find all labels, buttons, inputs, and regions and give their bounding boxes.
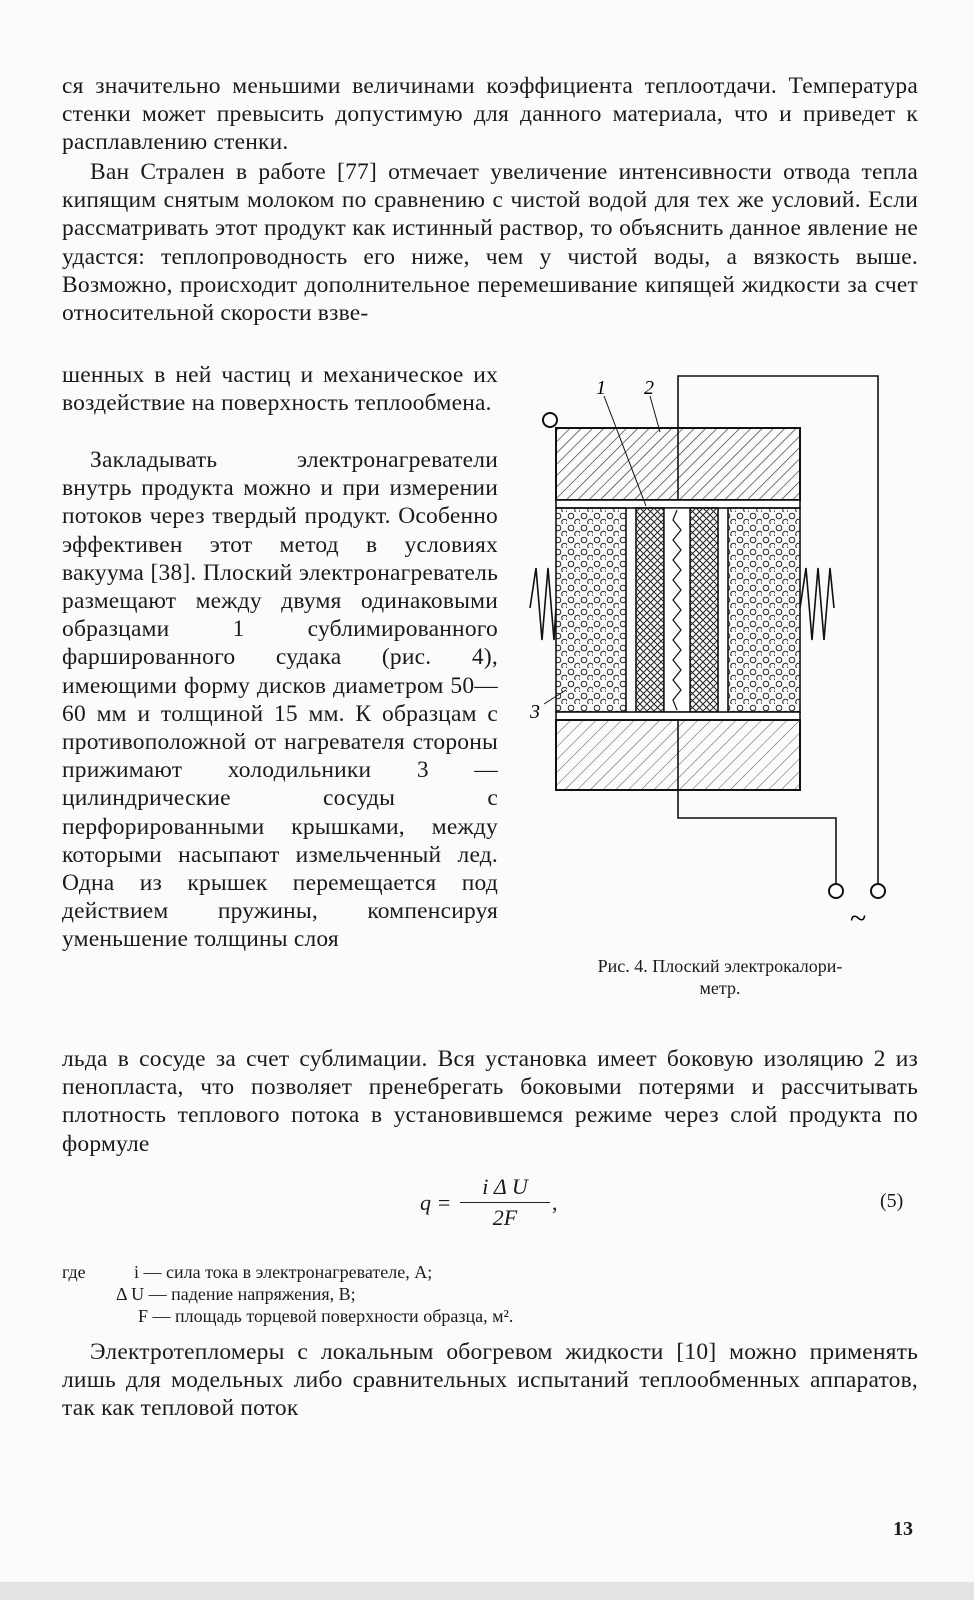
wire-lower (678, 790, 836, 883)
right-cooler (690, 508, 718, 712)
paragraph-2-continuation: шенных в ней частиц и механическое их воздействие на поверхность теплообмена. (62, 362, 498, 417)
label-3: 3 (530, 701, 540, 723)
figure-caption (520, 955, 920, 999)
formula-denominator: 2F (492, 1205, 518, 1230)
paragraph-2: Ван Стрален в работе [77] отмечает увеличение интенсивности отвода тепла кипящим снятым молоком по сравнению с чистой водой для тех же условий. Если рассматривать этот продукт как истинный раствор, то объяснить данное явление не удастся: теплопроводность его ниже, чем у чистой воды, а вязкость выше. Возможно, происходит дополнительное перемешивание кипящей жидкости за счет относительной скорости взве- (62, 159, 918, 327)
formula-comma: , (552, 1190, 558, 1215)
equation-number: (5) (880, 1190, 904, 1212)
where-line-3: F — площадь торцевой поверхности образца, м². (138, 1306, 514, 1326)
page-number: 13 (893, 1518, 913, 1540)
label-1: 1 (596, 377, 606, 399)
leader-2 (650, 396, 660, 432)
terminal-left (829, 884, 843, 898)
label-2: 2 (644, 377, 654, 399)
ac-symbol: ~ (850, 902, 867, 930)
calorimeter-drawing (528, 368, 920, 930)
right-spring (800, 568, 834, 640)
where-line-2: Δ U — падение напряжения, В; (116, 1284, 356, 1304)
where-line-1: i — сила тока в электронагревателе, А; (134, 1262, 433, 1282)
formula-5 (410, 1174, 610, 1234)
terminal-right (871, 884, 885, 898)
formula-fraction (460, 1174, 550, 1231)
paragraph-4: Электротепломеры с локальным обогревом жидкости [10] можно применять лишь для модельных либо сравнительных испытаний теплообменных аппаратов, так как тепловой поток (62, 1339, 918, 1422)
heater (664, 508, 690, 712)
caption-line-2: метр. (699, 978, 741, 998)
left-cooler (636, 508, 664, 712)
where-word: где (62, 1262, 86, 1282)
caption-line-1: Рис. 4. Плоский электрокалори- (597, 956, 843, 976)
terminal-top (543, 413, 557, 427)
formula-numerator: i Δ U (460, 1174, 550, 1203)
top-plate (556, 500, 800, 508)
bottom-plate (556, 712, 800, 720)
right-sample (728, 508, 800, 712)
figure-electrocalorimeter (528, 368, 920, 930)
paragraph-3-continuation: льда в сосуде за счет сублимации. Вся установка имеет боковую изоляцию 2 из пенопласта, что позволяет пренебрегать боковыми потерями и рассчитывать плотность теплового потока в установившемся режиме через слой продукта по формуле (62, 1046, 918, 1157)
paragraph-3: Закладывать электронагреватели внутрь продукта можно и при измерении потоков через твердый продукт. Особенно эффективен этот метод в условиях вакуума [38]. Плоский электронагреватель размещают между двумя одинаковыми образцами 1 сублимированного фаршированного судака (рис. 4), имеющими форму дисков диаметром 50—60 мм и толщиной 15 мм. К образцам с противоположной от нагревателя стороны прижимают холодильники 3 — цилиндрические сосуды с перфорированными крышками, между которыми насыпают измельченный лед. Одна из крышек перемещается под действием пружины, компенсируя уменьшение толщины слоя (62, 447, 498, 953)
paragraph-1: ся значительно меньшими величинами коэффициента теплоотдачи. Температура стенки может превысить допустимую для данного материала, что и приведет к расплавлению стенки. (62, 73, 918, 156)
scan-edge (0, 1582, 974, 1600)
left-sample (556, 508, 626, 712)
formula-lhs: q = (420, 1190, 452, 1215)
left-spring (530, 568, 556, 640)
